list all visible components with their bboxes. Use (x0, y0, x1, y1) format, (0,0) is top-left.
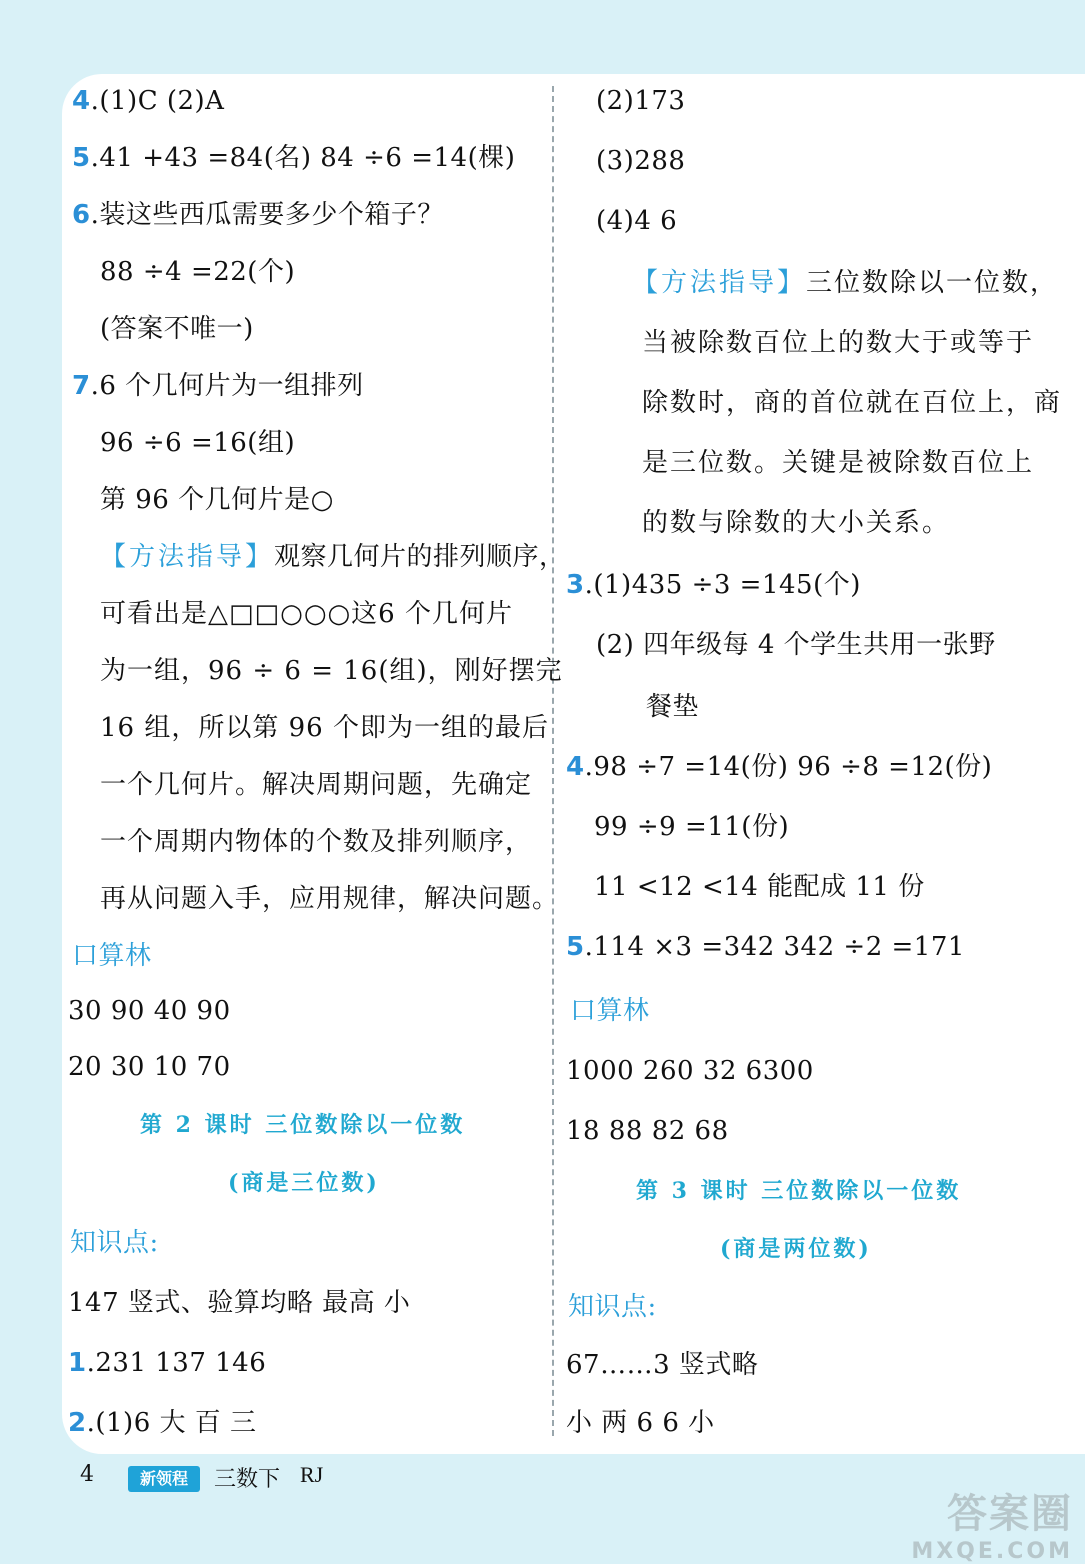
tip-line: 当被除数百位上的数大于或等于 (642, 328, 1035, 358)
watermark-url: MXQE.COM (911, 1539, 1073, 1564)
answer-item: 5.114 ×3 =342 342 ÷2 =171 (566, 932, 965, 962)
section-title: 知识点: (70, 1228, 159, 1258)
answer-line: 小 两 6 6 小 (566, 1408, 715, 1438)
tip-line: 为一组，96 ÷ 6 = 16(组)，刚好摆完 (100, 656, 563, 686)
answer-item: 4.98 ÷7 =14(份) 96 ÷8 =12(份) (566, 752, 993, 782)
kousuan-row: 20 30 10 70 (68, 1052, 231, 1082)
answer-item: 5.41 +43 =84(名) 84 ÷6 =14(棵) (72, 143, 516, 173)
answer-line: (2) 四年级每 4 个学生共用一张野 (596, 630, 996, 660)
answer-item: 4.(1)C (2)A (72, 86, 225, 116)
lesson-subtitle: (商是两位数) (720, 1236, 872, 1262)
answer-item: 2.(1)6 大 百 三 (68, 1408, 257, 1438)
tip-label: 【方法指导】 (632, 268, 807, 298)
answer-line: 67……3 竖式略 (566, 1350, 759, 1380)
answer-line: (4)4 6 (596, 206, 678, 236)
tip-line: 再从问题入手，应用规律，解决问题。 (100, 884, 560, 914)
tip-label: 【方法指导】 (100, 542, 275, 572)
answer-item: 7.6 个几何片为一组排列 (72, 371, 364, 401)
tip-line: 16 组，所以第 96 个即为一组的最后 (100, 713, 549, 743)
answer-item: 1.231 137 146 (68, 1348, 267, 1378)
answer-line: (3)288 (596, 146, 686, 176)
answer-line: (2)173 (596, 86, 686, 116)
watermark (911, 1482, 1073, 1564)
lesson-title: 第 2 课时 三位数除以一位数 (140, 1112, 466, 1138)
watermark-title: 答案圈 (947, 1491, 1073, 1537)
answer-line: (答案不唯一) (100, 314, 254, 344)
kousuan-row: 18 88 82 68 (566, 1116, 729, 1146)
lesson-title: 第 3 课时 三位数除以一位数 (636, 1178, 962, 1204)
answer-line: 147 竖式、验算均略 最高 小 (68, 1288, 411, 1318)
footer-subject: 三数下 (214, 1467, 281, 1492)
section-title: 知识点: (568, 1292, 657, 1322)
answer-line: 餐垫 (646, 692, 700, 722)
footer-edition: RJ (300, 1462, 324, 1487)
answer-line: 99 ÷9 =11(份) (594, 812, 790, 842)
section-title: 口算林 (570, 996, 650, 1026)
method-tip: 【方法指导】三位数除以一位数， (632, 268, 1059, 298)
page-number: 4 (80, 1462, 94, 1487)
answer-item: 3.(1)435 ÷3 =145(个) (566, 570, 861, 600)
answer-item: 6.装这些西瓜需要多少个箱子？ (72, 200, 444, 230)
method-tip: 【方法指导】观察几何片的排列顺序， (100, 542, 566, 572)
tip-line: 一个几何片。解决周期问题，先确定 (100, 770, 533, 800)
tip-line: 一个周期内物体的个数及排列顺序， (100, 827, 533, 857)
tip-line: 是三位数。关键是被除数百位上 (642, 448, 1035, 478)
kousuan-row: 1000 260 32 6300 (566, 1056, 814, 1086)
kousuan-row: 30 90 40 90 (68, 996, 231, 1026)
tip-line: 除数时，商的首位就在百位上，商 (642, 388, 1063, 418)
answer-line: 11 <12 <14 能配成 11 份 (594, 872, 925, 902)
section-title: 口算林 (72, 941, 152, 971)
tip-line: 可看出是△□□○○○这6 个几何片 (100, 599, 513, 629)
column-divider (552, 86, 554, 1436)
tip-line: 的数与除数的大小关系。 (642, 508, 951, 538)
answer-line: 96 ÷6 =16(组) (100, 428, 296, 458)
answer-line: 88 ÷4 =22(个) (100, 257, 296, 287)
answer-line: 第 96 个几何片是○ (100, 485, 334, 515)
brand-logo: 新领程 (128, 1466, 200, 1492)
lesson-subtitle: (商是三位数) (228, 1170, 380, 1196)
